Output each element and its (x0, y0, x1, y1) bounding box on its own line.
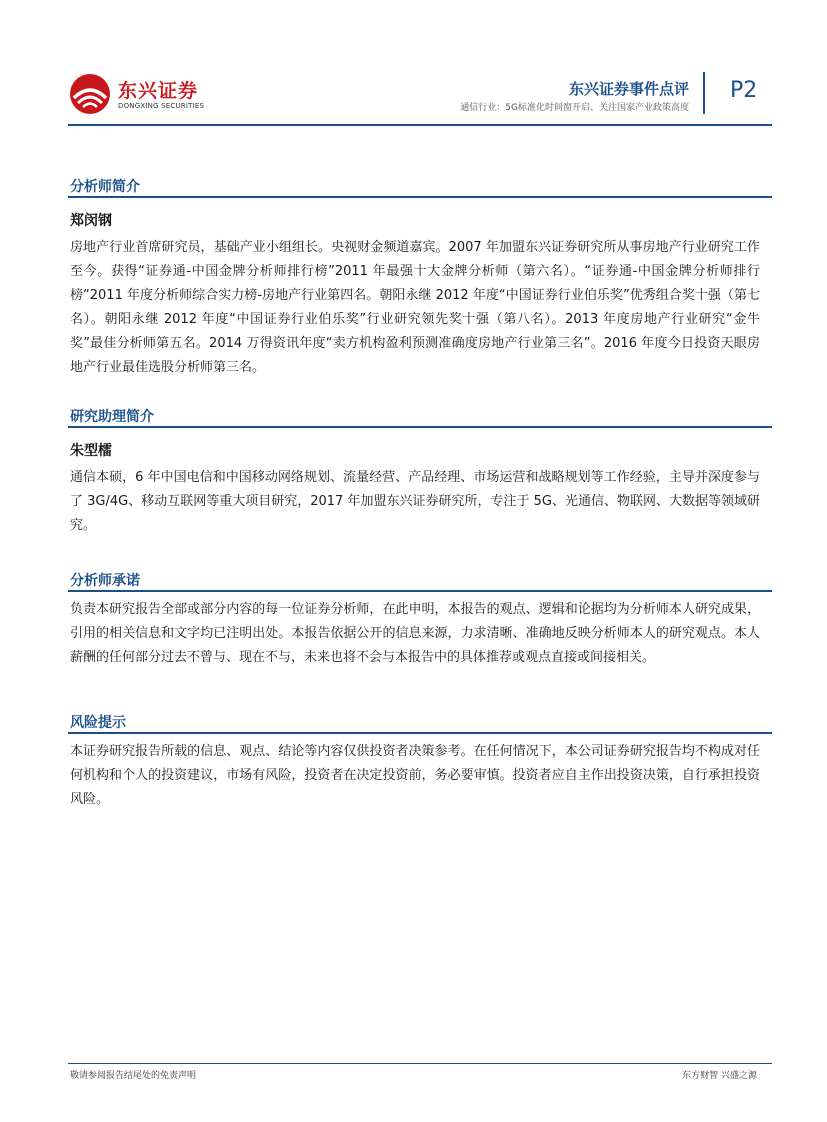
company-logo (68, 72, 208, 120)
report-subtitle: 通信行业：5G标准化时间窗开启、关注国家产业政策高度 (460, 103, 689, 113)
section-rule (68, 732, 772, 734)
footer-rule (68, 1063, 772, 1064)
section-rule (68, 196, 772, 198)
analyst-bio: 房地产行业首席研究员，基础产业小组组长。央视财金频道嘉宾。2007 年加盟东兴证券研究所从事房地产行业研究工作至今。获得“证券通-中国金牌分析师排行榜”2011 年最强十大金牌分析师（第六名）。“证券通-中国金牌分析师排行榜”2011 年度分析师综合实力榜-房地产行业第四名。朝阳永继 2012 年度“中国证券行业伯乐奖”优秀组合奖十强（第七名）。朝阳永继 2012 年度“中国证券行业伯乐奖”行业研究领先奖十强（第八名）。2013 年度房地产行业研究“金牛奖”最佳分析师第五名。2014 万得资讯年度“卖方机构盈利预测准确度房地产行业第三名”。2016 年度今日投资天眼房地产行业最佳选股分析师第三名。 (70, 240, 760, 375)
header-rule (68, 124, 772, 126)
section-title-analyst: 分析师简介 (70, 179, 140, 195)
footer-slogan: 东方财智 兴盛之源 (682, 1071, 757, 1081)
commitment-text: 负责本研究报告全部或部分内容的每一位证券分析师，在此申明，本报告的观点、逻辑和论据均为分析师本人研究成果，引用的相关信息和文字均已注明出处。本报告依据公开的信息来源，力求清晰、准确地反映分析师本人的研究观点。本人薪酬的任何部分过去不曾与、现在不与，未来也将不会与本报告中的具体推荐或观点直接或间接相关。 (70, 602, 760, 665)
dongxing-logo-icon (68, 72, 112, 116)
logo-text-cn: 东兴证券 (118, 80, 199, 102)
page-number: P2 (730, 78, 758, 103)
report-type: 东兴证券事件点评 (568, 80, 689, 98)
assistant-name: 朱型檑 (70, 443, 112, 459)
section-rule (68, 590, 772, 592)
section-title-assistant: 研究助理简介 (70, 409, 154, 425)
assistant-bio: 通信本硕，6 年中国电信和中国移动网络规划、流量经营、产品经理、市场运营和战略规划等工作经验，主导并深度参与了 3G/4G、移动互联网等重大项目研究，2017 年加盟东兴证券研究所，专注于 5G、光通信、物联网、大数据等领域研究。 (70, 470, 760, 533)
header-divider (703, 72, 705, 114)
section-title-commitment: 分析师承诺 (70, 573, 140, 589)
footer-disclaimer-note: 敬请参阅报告结尾处的免责声明 (70, 1071, 197, 1081)
logo-text-en: DONGXING SECURITIES (118, 102, 205, 110)
risk-text: 本证券研究报告所载的信息、观点、结论等内容仅供投资者决策参考。在任何情况下，本公司证券研究报告均不构成对任何机构和个人的投资建议，市场有风险，投资者在决定投资前，务必要审慎。投资者应自主作出投资决策，自行承担投资风险。 (70, 744, 760, 807)
section-title-risk: 风险提示 (70, 715, 126, 731)
analyst-name: 郑闵钢 (70, 213, 112, 229)
section-rule (68, 426, 772, 428)
